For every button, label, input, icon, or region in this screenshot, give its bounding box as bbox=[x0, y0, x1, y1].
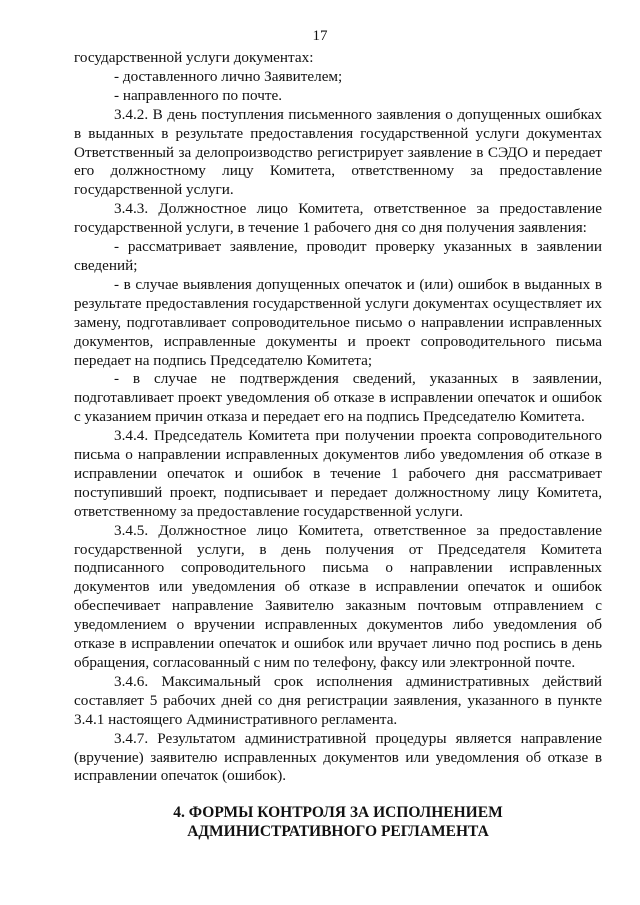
section-heading-line: АДМИНИСТРАТИВНОГО РЕГЛАМЕНТА bbox=[187, 823, 489, 840]
list-item: - направленного по почте. bbox=[114, 86, 283, 104]
paragraph: государственной услуги документах: bbox=[74, 49, 314, 66]
paragraph-3-4-6: 3.4.6. Максимальный срок исполнения административных действий составляет 5 рабочих дней со дня регистрации заявления, указанного в пункте 3.4.1 настоящего Административного регламента. bbox=[74, 672, 602, 728]
paragraph-3-4-4: 3.4.4. Председатель Комитета при получении проекта сопроводительного письма о направлении исправленных документов либо уведомления об отказе в исправлении опечаток и ошибок в течение 1 рабочего дня рассматривает поступивший проект, подписывает и передает должностному лицу Комитета, ответственному за предоставление государственной услуги. bbox=[74, 427, 602, 520]
list-item: - в случае выявления допущенных опечаток и (или) ошибок в выданных в результате предоставления государственной услуги документах осуществляет их замену, подготавливает сопроводительное письмо о направлении исправленных документов, исправленные документы и проект сопроводительного письма передает на подпись Председателю Комитета; bbox=[74, 275, 602, 369]
list-item: - доставленного лично Заявителем; bbox=[114, 67, 343, 85]
page-number: 17 bbox=[312, 28, 328, 44]
list-item: - в случае не подтверждения сведений, указанных в заявлении, подготавливает проект уведомления об отказе в исправлении опечаток и ошибок с указанием причин отказа и передает его на подпись Председателю Комитета. bbox=[74, 370, 602, 426]
document-body bbox=[74, 49, 602, 786]
section-heading-line: 4. ФОРМЫ КОНТРОЛЯ ЗА ИСПОЛНЕНИЕМ bbox=[173, 804, 503, 821]
paragraph-3-4-3: 3.4.3. Должностное лицо Комитета, ответственное за предоставление государственной услуги, в течение 1 рабочего дня со дня получения заявления: bbox=[74, 200, 602, 237]
paragraph-3-4-7: 3.4.7. Результатом административной процедуры является направление (вручение) заявителю исправленных документов или уведомления об отказе в исправлении опечаток (ошибок). bbox=[74, 729, 602, 785]
paragraph-3-4-5: 3.4.5. Должностное лицо Комитета, ответственное за предоставление государственной услуги, в день получения от Председателя Комитета подписанного сопроводительного письма о направлении исправленных документов или уведомления об отказе в исправлении опечаток и ошибок обеспечивает направление Заявителю заказным почтовым отправлением с уведомлением о вручении исправленных документов либо уведомления об отказе в исправлении опечаток и ошибок или вручает лично под роспись в день обращения, согласованный с ним по телефону, факсу или электронной почте. bbox=[74, 521, 602, 671]
list-item: - рассматривает заявление, проводит проверку указанных в заявлении сведений; bbox=[74, 238, 602, 274]
paragraph-3-4-2: 3.4.2. В день поступления письменного заявления о допущенных ошибках в выданных в результате предоставления государственной услуги документах Ответственный за делопроизводство регистрирует заявление в СЭДО и передает его должностному лицу Комитета, ответственному за предоставление государственной услуги. bbox=[74, 105, 602, 199]
section-heading bbox=[74, 803, 602, 841]
